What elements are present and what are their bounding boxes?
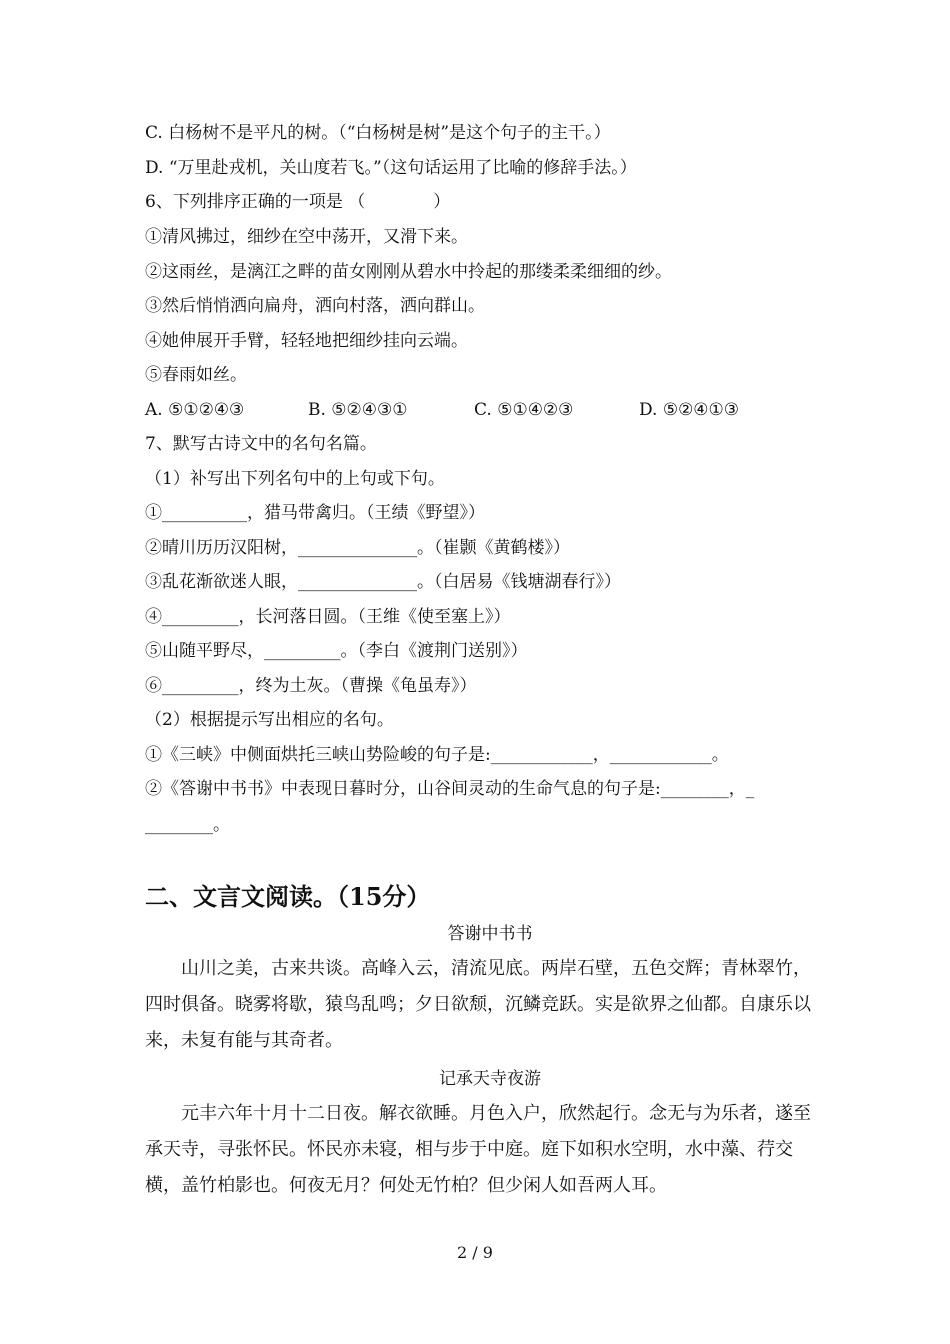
- poem-blank-2: ②晴川历历汉阳树，______________。（崔颢《黄鹤楼》）: [145, 538, 570, 558]
- poem-blank-6: ⑥_________，终为土灰。（曹操《龟虽寿》）: [145, 676, 477, 696]
- prompt-blank-2-continued: ________。: [145, 815, 230, 835]
- answer-option-a: A. ⑤①②④③: [145, 400, 245, 420]
- passage-2-text: 元丰六年十月十二日夜。解衣欲睡。月色入户，欣然起行。念无与为乐者，遂至承天寺，寻张怀民。怀民亦未寝，相与步于中庭。庭下如积水空明，水中藻、荇交横，盖竹柏影也。何夜无月？何处无竹柏？但少闲人如吾两人耳。: [145, 1103, 811, 1196]
- passage-1-text: 山川之美，古来共谈。高峰入云，清流见底。两岸石壁，五色交辉；青林翠竹，四时俱备。晓雾将歇，猿鸟乱鸣；夕日欲颓，沉鳞竞跃。实是欲界之仙都。自康乐以来，未复有能与其奇者。: [145, 958, 811, 1051]
- question-7: 7、默写古诗文中的名句名篇。: [145, 434, 377, 454]
- passage-2-title: 记承天寺夜游: [439, 1069, 541, 1089]
- option-c-line: C. 白杨树不是平凡的树。（“白杨树是树”是这个句子的主干。）: [145, 123, 611, 143]
- question-7-part-1: （1）补写出下列名句中的上句或下句。: [145, 469, 445, 489]
- answer-options: [145, 399, 739, 421]
- sentence-3: ③然后悄悄洒向扁舟，洒向村落，洒向群山。: [145, 296, 485, 316]
- prompt-blank-2: ②《答谢中书书》中表现日暮时分，山谷间灵动的生命气息的句子是:________，_: [145, 779, 755, 799]
- poem-blank-1: ①__________，猎马带禽归。（王绩《野望》）: [145, 503, 485, 523]
- question-7-part-2: （2）根据提示写出相应的名句。: [145, 710, 394, 730]
- page-number: 2 / 9: [457, 1243, 493, 1262]
- answer-option-d: D. ⑤②④①③: [639, 400, 740, 420]
- answer-option-c: C. ⑤①④②③: [474, 400, 574, 420]
- poem-blank-4: ④_________，长河落日圆。（王维《使至塞上》）: [145, 607, 511, 627]
- answer-option-b: B. ⑤②④③①: [308, 400, 408, 420]
- question-6: 6、下列排序正确的一项是 （ ）: [145, 192, 451, 212]
- sentence-5: ⑤春雨如丝。: [145, 365, 247, 385]
- prompt-blank-1: ①《三峡》中侧面烘托三峡山势险峻的句子是:____________，____________。: [145, 745, 729, 765]
- poem-blank-3: ③乱花渐欲迷人眼，______________。（白居易《钱塘湖春行》）: [145, 572, 621, 592]
- sentence-4: ④她伸展开手臂，轻轻地把细纱挂向云端。: [145, 331, 468, 351]
- sentence-1: ①清风拂过，细纱在空中荡开，又滑下来。: [145, 227, 468, 247]
- sentence-2: ②这雨丝，是漓江之畔的苗女刚刚从碧水中拎起的那缕柔柔细细的纱。: [145, 262, 672, 282]
- section-heading: 二、文言文阅读。（15分）: [145, 882, 431, 911]
- poem-blank-5: ⑤山随平野尽，_________。（李白《渡荆门送别》）: [145, 641, 528, 661]
- passage-1-title: 答谢中书书: [447, 924, 533, 944]
- option-d-line: D. “万里赴戎机，关山度若飞。”（这句话运用了比喻的修辞手法。）: [145, 158, 637, 178]
